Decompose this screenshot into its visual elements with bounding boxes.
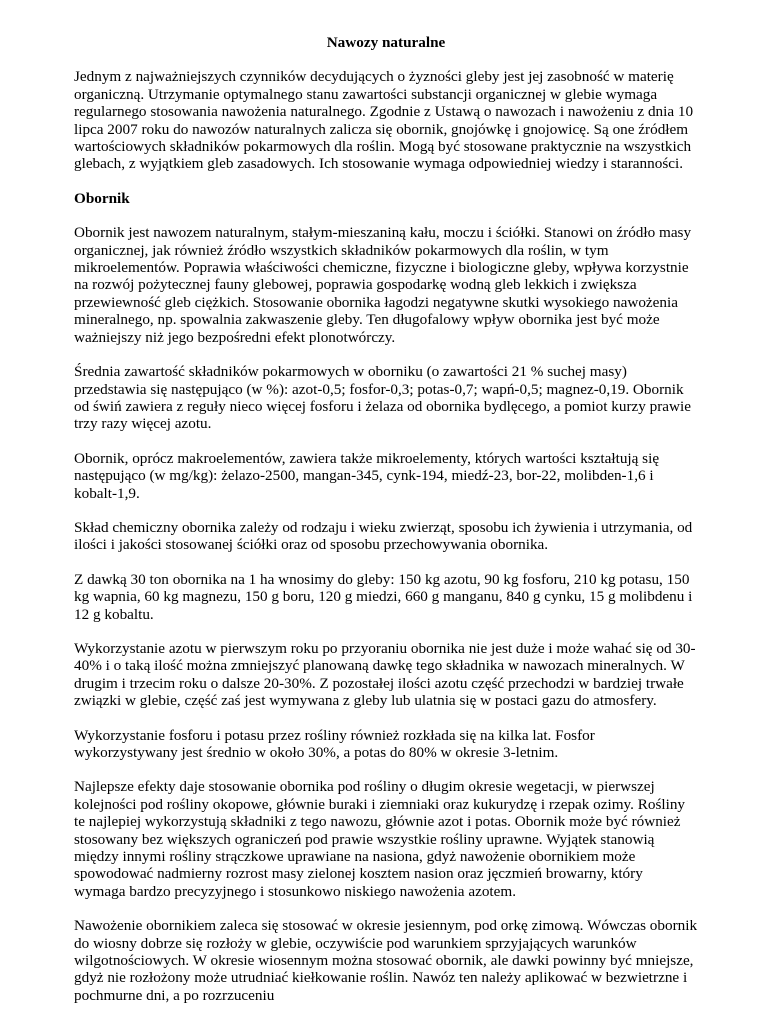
document-page [74,34,698,1021]
paragraph: Z dawką 30 ton obornika na 1 ha wnosimy do gleby: 150 kg azotu, 90 kg fosforu, 210 kg potasu, 150 kg wapnia, 60 kg magnezu, 150 g boru, 120 g miedzi, 660 g manganu, 840 g cynku, 15 g molibdenu i 12 g kobaltu. [74,570,693,623]
paragraph: Najlepsze efekty daje stosowanie obornika pod rośliny o długim okresie wegetacji, w pierwszej kolejności pod rośliny okopowe, głównie buraki i ziemniaki oraz kukurydzę i rzepak ozimy. Rośliny te najlepiej wykorzystują składniki z tego nawozu, głównie azot i potas. Obornik może być również stosowany bez większych ograniczeń pod prawie wszystkie rośliny uprawne. Wyjątek stanowią między innymi rośliny strączkowe uprawiane na nasiona, gdyż nawożenie obornikiem może spowodować nadmierny rozrost masy zielonej kosztem nasion oraz jęczmień browarny, który wymaga bardzo precyzyjnego i stosunkowo niskiego nawożenia azotem. [74,778,686,900]
paragraph: Wykorzystanie azotu w pierwszym roku po przyoraniu obornika nie jest duże i może wahać się od 30-40% i o taką ilość można zmniejszyć planowaną dawkę tego składnika w nawozach mineralnych. W drugim i trzecim roku o dalsze 20-30%. Z pozostałej ilości azotu część przechodzi w bardziej trwałe związki w glebie, część zaś jest wymywana z gleby lub ulatnia się w postaci gazu do atmosfery. [74,639,696,710]
paragraph: Średnia zawartość składników pokarmowych w oborniku (o zawartości 21 % suchej masy) przedstawia się następująco (w %): azot-0,5; fosfor-0,3; potas-0,7; wapń-0,5; magnez-0,19. Obornik od świń zawiera z reguły nieco więcej fosforu i żelaza od obornika bydlęcego, a pomiot kurzy prawie trzy razy więcej azotu. [74,363,691,433]
document-title: Nawozy naturalne [326,34,446,51]
paragraph: Nawożenie obornikiem zaleca się stosować w okresie jesiennym, pod orkę zimową. Wówczas obornik do wiosny dobrze się rozłoży w glebie, oczywiście pod warunkiem sprzyjających warunków wilgotnościowych. W okresie wiosennym można stosować obornik, ale dawki powinny być mniejsze, gdyż nie rozłożony może utrudniać kiełkowanie roślin. Nawóz ten należy aplikować w bezwietrzne i pochmurne dni, a po rozrzuceniu [74,917,698,1004]
intro-paragraph: Jednym z najważniejszych czynników decydujących o żyzności gleby jest jej zasobność w materię organiczną. Utrzymanie optymalnego stanu zawartości substancji organicznej w glebie wymaga regularnego stosowania nawożenia naturalnego. Zgodnie z Ustawą o nawozach i nawożeniu z dnia 10 lipca 2007 roku do nawozów naturalnych zalicza się obornik, gnojówkę i gnojowicę. Są one źródłem wartościowych składników pokarmowych dla roślin. Mogą być stosowane praktycznie na wszystkich glebach, z wyjątkiem gleb zasadowych. Ich stosowanie wymaga odpowiedniej wiedzy i staranności. [74,68,694,173]
paragraph: Obornik jest nawozem naturalnym, stałym-mieszaniną kału, moczu i ściółki. Stanowi on źródło masy organicznej, jak również źródło wszystkich składników pokarmowych dla roślin, w tym mikroelementów. Poprawia właściwości chemiczne, fizyczne i biologiczne gleby, wpływa korzystnie na rozwój pożytecznej fauny glebowej, poprawia gospodarkę wodną gleb lekkich i zwiększa przewiewność gleb ciężkich. Stosowanie obornika łagodzi negatywne skutki wysokiego nawożenia mineralnego, np. spowalnia zakwaszenie gleby. Ten długofalowy wpływ obornika jest być może ważniejszy niż jego bezpośredni efekt plonotwórczy. [74,224,692,346]
section-heading-obornik: Obornik [74,189,130,207]
paragraph: Obornik, oprócz makroelementów, zawiera także mikroelementy, których wartości kształtują się następująco (w mg/kg): żelazo-2500, mangan-345, cynk-194, miedź-23, bor-22, molibden-1,6 i kobalt-1,9. [74,449,660,502]
paragraph: Wykorzystanie fosforu i potasu przez rośliny również rozkłada się na kilka lat. Fosfor wykorzystywany jest średnio w około 30%, a potas do 80% w okresie 3-letnim. [74,726,595,761]
paragraph: Skład chemiczny obornika zależy od rodzaju i wieku zwierząt, sposobu ich żywienia i utrzymania, od ilości i jakości stosowanej ściółki oraz od sposobu przechowywania obornika. [74,518,693,554]
